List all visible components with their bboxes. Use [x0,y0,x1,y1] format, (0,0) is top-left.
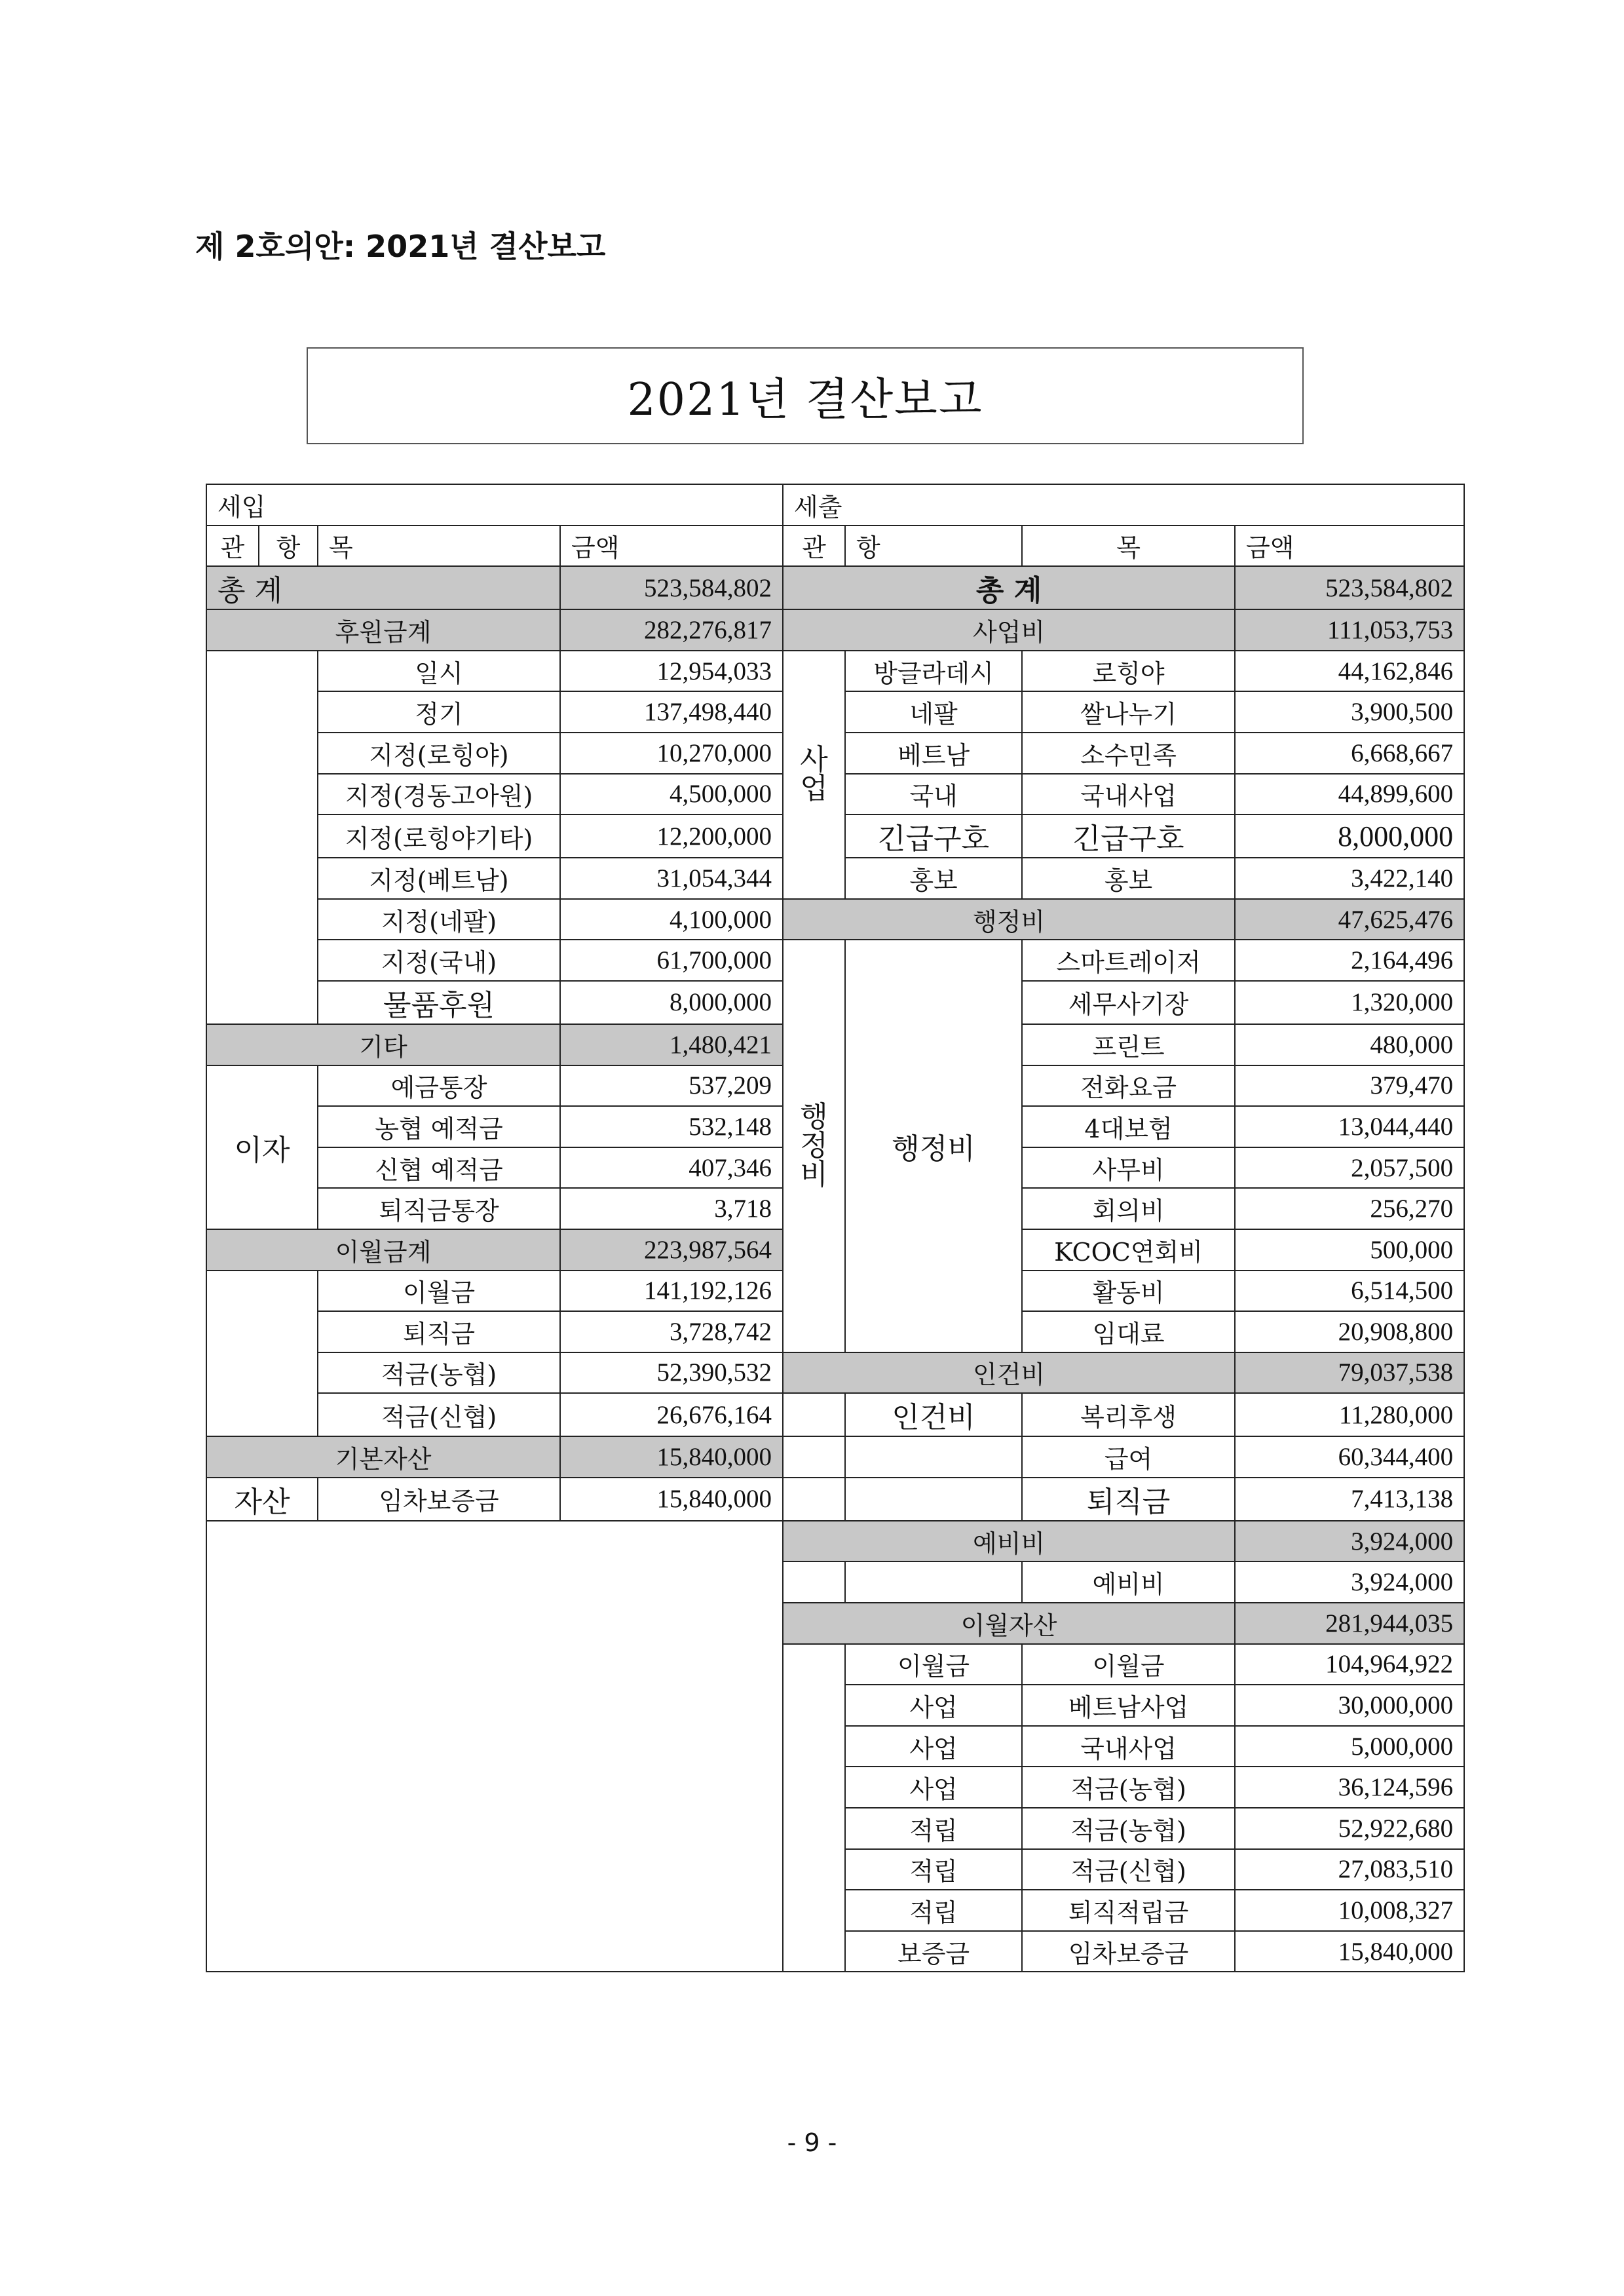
expense-item-amount: 104,964,922 [1235,1644,1464,1685]
business-total-amount: 111,053,753 [1235,609,1464,651]
empty-cell [845,1561,1022,1603]
expense-item-mok: 긴급구호 [1022,814,1235,858]
income-item-mok: 신협 예적금 [318,1147,560,1189]
expense-item-mok: 퇴직적립금 [1022,1890,1235,1931]
expense-item-amount: 60,344,400 [1235,1436,1464,1478]
income-item-amount: 61,700,000 [560,940,783,981]
income-item-mok: 퇴직금통장 [318,1188,560,1229]
income-item-mok: 지정(베트남) [318,858,560,899]
expense-item-hang: 적립 [845,1849,1022,1890]
interest-group-label: 이자 [206,1065,318,1229]
asset-group-label: 자산 [206,1478,318,1521]
income-item-amount: 4,100,000 [560,899,783,940]
expense-item-mok: 사무비 [1022,1147,1235,1189]
expense-item-amount: 36,124,596 [1235,1767,1464,1808]
expense-item-mok: 퇴직금 [1022,1478,1235,1521]
expense-item-mok: 적금(농협) [1022,1767,1235,1808]
expense-item-mok: 급여 [1022,1436,1235,1478]
expense-item-amount: 3,422,140 [1235,858,1464,899]
expense-item-mok: 예비비 [1022,1561,1235,1603]
expense-item-hang: 적립 [845,1890,1022,1931]
expense-item-amount: 7,413,138 [1235,1478,1464,1521]
expense-item-amount: 256,270 [1235,1188,1464,1229]
expense-item-amount: 500,000 [1235,1229,1464,1271]
expense-item-amount: 1,320,000 [1235,981,1464,1024]
expense-item-hang: 긴급구호 [845,814,1022,858]
etc-total-amount: 1,480,421 [560,1024,783,1065]
income-item-mok: 일시 [318,651,560,692]
carry-group-cell [206,1271,318,1437]
income-item-mok: 퇴직금 [318,1311,560,1352]
income-total-amount: 523,584,802 [560,566,783,609]
expense-item-mok: 적금(농협) [1022,1808,1235,1849]
income-item-mok: 지정(로힝야기타) [318,814,560,858]
report-title: 2021년 결산보고 [627,373,983,426]
table-row [206,1352,1464,1394]
col-hang: 항 [845,526,1022,567]
business-gwan-label: 사 업 [800,743,828,806]
table-row [206,1521,1464,1562]
income-total-label: 총 계 [206,566,560,609]
income-item-amount: 15,840,000 [560,1478,783,1521]
carry-total-label: 이월금계 [206,1229,560,1271]
expense-item-amount: 20,908,800 [1235,1311,1464,1352]
personnel-total-amount: 79,037,538 [1235,1352,1464,1394]
expense-item-hang: 방글라데시 [845,651,1022,692]
expense-item-mok: 로힝야 [1022,651,1235,692]
income-item-mok: 이월금 [318,1271,560,1312]
carry-assets-gwan [783,1644,845,1972]
expense-item-hang: 사업 [845,1685,1022,1726]
table-row [206,1436,1464,1478]
income-item-amount: 141,192,126 [560,1271,783,1312]
income-item-amount: 4,500,000 [560,774,783,815]
empty-cell [783,1436,845,1478]
expense-item-amount: 6,668,667 [1235,733,1464,774]
admin-gwan-label: 행 정 비 [800,1100,828,1192]
table-row [206,940,1464,981]
expense-item-hang: 사업 [845,1726,1022,1767]
settlement-table [206,484,1465,1972]
income-item-amount: 31,054,344 [560,858,783,899]
reserve-total-amount: 3,924,000 [1235,1521,1464,1562]
income-item-mok: 임차보증금 [318,1478,560,1521]
table-row [206,899,1464,940]
income-item-mok: 적금(농협) [318,1352,560,1394]
table-row [206,609,1464,651]
agenda-heading: 제 2호의안: 2021년 결산보고 [195,229,606,264]
expense-item-hang: 베트남 [845,733,1022,774]
expense-item-mok: 전화요금 [1022,1065,1235,1107]
expense-item-amount: 8,000,000 [1235,814,1464,858]
income-item-amount: 52,390,532 [560,1352,783,1394]
expense-item-mok: 임대료 [1022,1311,1235,1352]
expense-item-amount: 30,000,000 [1235,1685,1464,1726]
expense-item-hang: 국내 [845,774,1022,815]
carry-assets-total-amount: 281,944,035 [1235,1603,1464,1644]
donation-total-amount: 282,276,817 [560,609,783,651]
expense-item-mok: 소수민족 [1022,733,1235,774]
asset-total-amount: 15,840,000 [560,1436,783,1478]
col-mok: 목 [318,526,560,567]
income-empty-area [206,1521,783,1972]
expense-item-mok: KCOC연회비 [1022,1229,1235,1271]
carry-total-amount: 223,987,564 [560,1229,783,1271]
report-title-box [307,347,1304,444]
reserve-total-label: 예비비 [783,1521,1235,1562]
expense-item-mok: 국내사업 [1022,1726,1235,1767]
col-amount: 금액 [560,526,783,567]
carry-assets-total-label: 이월자산 [783,1603,1235,1644]
expense-item-amount: 480,000 [1235,1024,1464,1065]
personnel-hang: 인건비 [845,1393,1022,1436]
expense-item-amount: 5,000,000 [1235,1726,1464,1767]
business-total-label: 사업비 [783,609,1235,651]
personnel-total-label: 인건비 [783,1352,1235,1394]
expense-item-mok: 세무사기장 [1022,981,1235,1024]
expense-item-hang: 보증금 [845,1931,1022,1972]
income-item-mok: 지정(국내) [318,940,560,981]
table-row [206,1393,1464,1436]
page-number: - 9 - [787,2128,837,2157]
income-item-mok: 지정(경동고아원) [318,774,560,815]
expense-total-amount: 523,584,802 [1235,566,1464,609]
table-row [206,651,1464,692]
expense-item-mok: 베트남사업 [1022,1685,1235,1726]
expense-item-amount: 15,840,000 [1235,1931,1464,1972]
income-header: 세입 [206,484,783,526]
expense-item-amount: 3,900,500 [1235,691,1464,733]
goods-donation-label: 물품후원 [318,981,560,1024]
expense-item-mok: 이월금 [1022,1644,1235,1685]
income-item-amount: 3,718 [560,1188,783,1229]
income-item-amount: 10,270,000 [560,733,783,774]
expense-total-label: 총 계 [783,566,1235,609]
expense-item-mok: 쌀나누기 [1022,691,1235,733]
col-amount: 금액 [1235,526,1464,567]
expense-header: 세출 [783,484,1464,526]
table-row [206,484,1464,526]
expense-item-mok: 임차보증금 [1022,1931,1235,1972]
income-item-amount: 537,209 [560,1065,783,1107]
expense-item-amount: 2,164,496 [1235,940,1464,981]
col-gwan: 관 [783,526,845,567]
expense-item-hang: 이월금 [845,1644,1022,1685]
table-row [206,1478,1464,1521]
expense-item-amount: 27,083,510 [1235,1849,1464,1890]
expense-item-amount: 2,057,500 [1235,1147,1464,1189]
admin-gwan [783,940,845,1352]
income-item-amount: 12,954,033 [560,651,783,692]
asset-total-label: 기본자산 [206,1436,560,1478]
admin-total-amount: 47,625,476 [1235,899,1464,940]
expense-item-amount: 3,924,000 [1235,1561,1464,1603]
admin-hang: 행정비 [845,940,1022,1352]
donation-group-cell [206,651,318,1024]
donation-total-label: 후원금계 [206,609,560,651]
income-item-mok: 예금통장 [318,1065,560,1107]
empty-cell [783,1393,845,1436]
expense-item-amount: 44,162,846 [1235,651,1464,692]
income-item-amount: 407,346 [560,1147,783,1189]
expense-item-mok: 회의비 [1022,1188,1235,1229]
income-item-amount: 3,728,742 [560,1311,783,1352]
expense-item-amount: 44,899,600 [1235,774,1464,815]
expense-item-hang: 네팔 [845,691,1022,733]
expense-item-hang: 홍보 [845,858,1022,899]
empty-cell [783,1561,845,1603]
income-item-mok: 지정(네팔) [318,899,560,940]
expense-item-amount: 13,044,440 [1235,1106,1464,1147]
goods-donation-amount: 8,000,000 [560,981,783,1024]
income-item-mok: 정기 [318,691,560,733]
expense-item-amount: 52,922,680 [1235,1808,1464,1849]
income-item-mok: 농협 예적금 [318,1106,560,1147]
etc-total-label: 기타 [206,1024,560,1065]
admin-total-label: 행정비 [783,899,1235,940]
income-item-amount: 532,148 [560,1106,783,1147]
empty-cell [845,1436,1022,1478]
expense-item-amount: 6,514,500 [1235,1271,1464,1312]
income-item-amount: 137,498,440 [560,691,783,733]
expense-item-mok: 홍보 [1022,858,1235,899]
table-row [206,526,1464,567]
expense-item-mok: 프린트 [1022,1024,1235,1065]
income-item-mok: 적금(신협) [318,1393,560,1436]
income-item-amount: 26,676,164 [560,1393,783,1436]
expense-item-mok: 적금(신협) [1022,1849,1235,1890]
col-gwan: 관 [206,526,259,567]
col-mok: 목 [1022,526,1235,567]
expense-item-mok: 복리후생 [1022,1393,1235,1436]
expense-item-amount: 10,008,327 [1235,1890,1464,1931]
col-hang: 항 [259,526,318,567]
table-row [206,566,1464,609]
expense-item-hang: 사업 [845,1767,1022,1808]
expense-item-amount: 11,280,000 [1235,1393,1464,1436]
expense-item-mok: 4대보험 [1022,1106,1235,1147]
expense-item-amount: 379,470 [1235,1065,1464,1107]
expense-item-hang: 적립 [845,1808,1022,1849]
expense-item-mok: 스마트레이저 [1022,940,1235,981]
business-gwan [783,651,845,899]
empty-cell [783,1478,845,1521]
income-item-mok: 지정(로힝야) [318,733,560,774]
income-item-amount: 12,200,000 [560,814,783,858]
expense-item-mok: 국내사업 [1022,774,1235,815]
empty-cell [845,1478,1022,1521]
expense-item-mok: 활동비 [1022,1271,1235,1312]
